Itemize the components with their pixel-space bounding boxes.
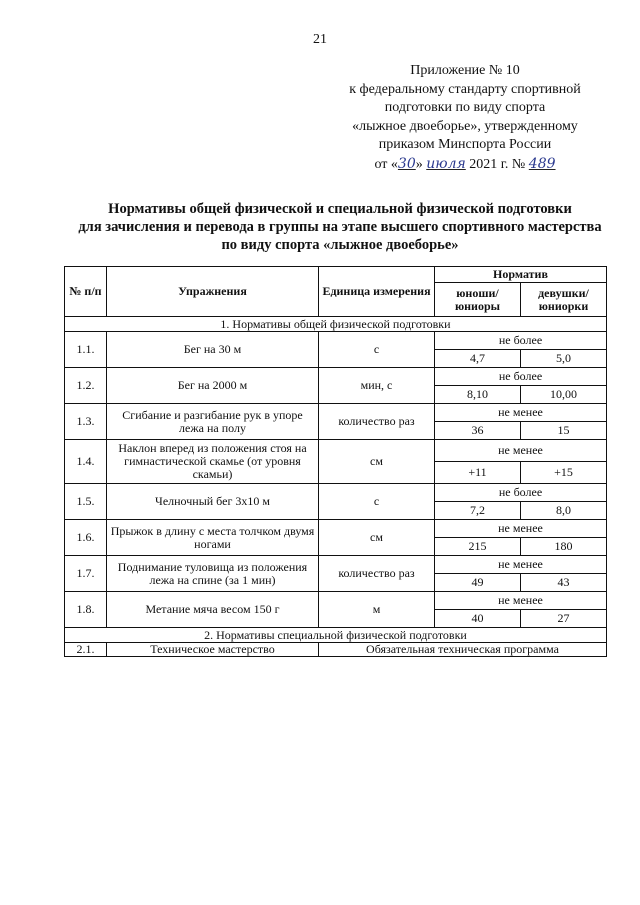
condition-cell: не менее	[435, 404, 607, 422]
exercise-name: Наклон вперед из положения стоя на гимнастической скамье (от уровня скамьи)	[107, 440, 319, 484]
row-number: 1.3.	[65, 404, 107, 440]
boys-value: +11	[435, 462, 521, 484]
boys-value: 215	[435, 538, 521, 556]
title-line: по виду спорта «лыжное двоеборье»	[221, 237, 459, 253]
condition-cell: не менее	[435, 440, 607, 462]
appendix-line: подготовки по виду спорта	[384, 100, 546, 116]
exercise-name: Прыжок в длину с места толчком двумя ногами	[107, 520, 319, 556]
header-boys: юноши/ юниоры	[435, 283, 521, 317]
title-line: Нормативы общей физической и специальной физической подготовки	[108, 201, 572, 217]
girls-value: 8,0	[521, 502, 607, 520]
boys-value: 8,10	[435, 386, 521, 404]
unit-cell: количество раз	[319, 404, 435, 440]
exercise-name: Бег на 30 м	[107, 332, 319, 368]
unit-cell: количество раз	[319, 556, 435, 592]
section-header: 1. Нормативы общей физической подготовки	[65, 317, 607, 332]
boys-value: 40	[435, 610, 521, 628]
row-number: 1.7.	[65, 556, 107, 592]
handwritten-month: июля	[426, 155, 466, 172]
condition-cell: не более	[435, 332, 607, 350]
girls-value: 15	[521, 422, 607, 440]
appendix-block	[330, 62, 600, 175]
boys-value: 49	[435, 574, 521, 592]
unit-cell: см	[319, 520, 435, 556]
order-date-line	[330, 155, 600, 175]
row-number: 1.4.	[65, 440, 107, 484]
condition-cell: не менее	[435, 592, 607, 610]
exercise-name: Сгибание и разгибание рук в упоре лежа на полу	[107, 404, 319, 440]
row-number: 1.1.	[65, 332, 107, 368]
header-num: № п/п	[65, 267, 107, 317]
title-line: для зачисления и перевода в группы на этапе высшего спортивного мастерства	[78, 219, 602, 235]
row-number: 1.8.	[65, 592, 107, 628]
appendix-line: «лыжное двоеборье», утвержденному	[352, 118, 578, 134]
document-title	[60, 200, 620, 254]
boys-value: 4,7	[435, 350, 521, 368]
girls-value: 10,00	[521, 386, 607, 404]
unit-cell: с	[319, 484, 435, 520]
girls-value: 180	[521, 538, 607, 556]
header-unit: Единица измерения	[319, 267, 435, 317]
exercise-name: Челночный бег 3х10 м	[107, 484, 319, 520]
page-number: 21	[313, 32, 327, 47]
header-norm: Норматив	[435, 267, 607, 283]
norm-program: Обязательная техническая программа	[319, 643, 607, 657]
exercise-name: Техническое мастерство	[107, 643, 319, 657]
row-number: 1.6.	[65, 520, 107, 556]
unit-cell: с	[319, 332, 435, 368]
unit-cell: см	[319, 440, 435, 484]
boys-value: 36	[435, 422, 521, 440]
handwritten-day: 30	[397, 155, 416, 172]
header-girls: девушки/ юниорки	[521, 283, 607, 317]
girls-value: 43	[521, 574, 607, 592]
exercise-name: Бег на 2000 м	[107, 368, 319, 404]
exercise-name: Поднимание туловища из положения лежа на спине (за 1 мин)	[107, 556, 319, 592]
norms-table	[64, 266, 607, 657]
header-exercise: Упражнения	[107, 267, 319, 317]
handwritten-order-number: 489	[528, 155, 556, 172]
boys-value: 7,2	[435, 502, 521, 520]
appendix-line: приказом Минспорта России	[378, 137, 552, 153]
condition-cell: не менее	[435, 556, 607, 574]
condition-cell: не менее	[435, 520, 607, 538]
date-prefix: от «	[374, 156, 398, 172]
date-year: 2021 г. №	[469, 156, 526, 172]
exercise-name: Метание мяча весом 150 г	[107, 592, 319, 628]
condition-cell: не более	[435, 368, 607, 386]
section-header: 2. Нормативы специальной физической подготовки	[65, 628, 607, 643]
condition-cell: не более	[435, 484, 607, 502]
row-number: 1.2.	[65, 368, 107, 404]
row-number: 2.1.	[65, 643, 107, 657]
date-mid: »	[415, 156, 423, 172]
row-number: 1.5.	[65, 484, 107, 520]
girls-value: 5,0	[521, 350, 607, 368]
unit-cell: мин, с	[319, 368, 435, 404]
unit-cell: м	[319, 592, 435, 628]
appendix-line: к федеральному стандарту спортивной	[349, 81, 581, 97]
girls-value: +15	[521, 462, 607, 484]
girls-value: 27	[521, 610, 607, 628]
appendix-line: Приложение № 10	[410, 63, 520, 78]
